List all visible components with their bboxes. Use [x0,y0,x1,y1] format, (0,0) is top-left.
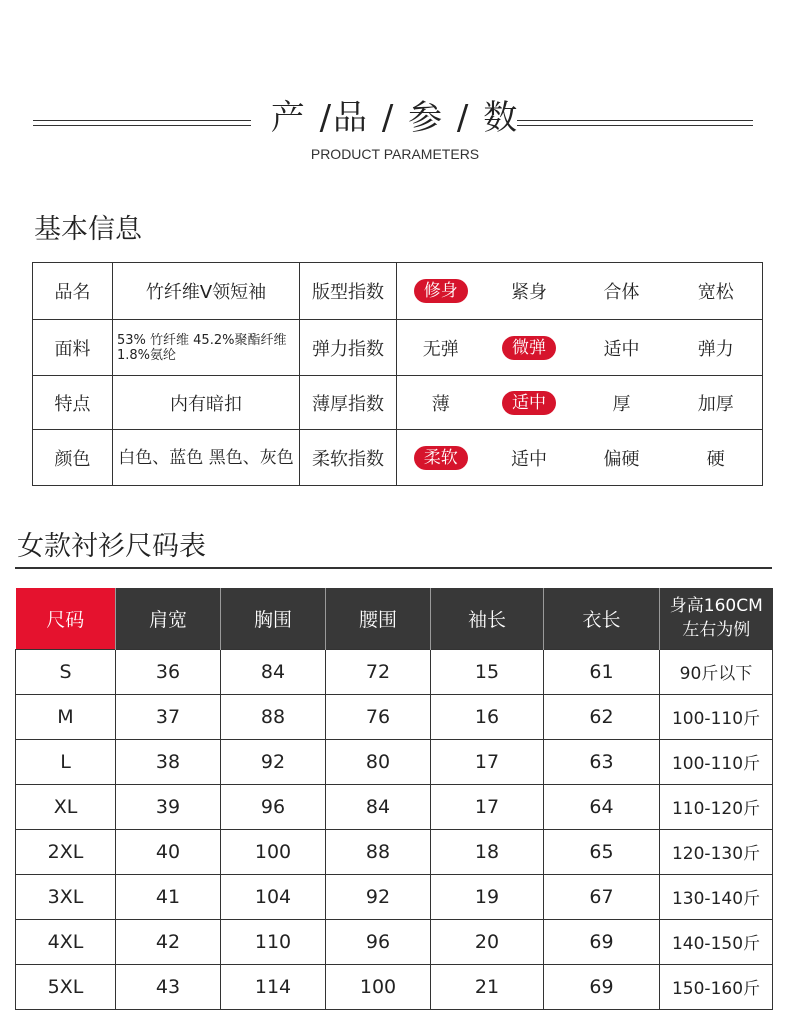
table-cell: 88 [221,694,326,739]
index-option-cell [670,430,763,486]
table-cell: 110-120斤 [660,784,773,829]
index-option-cell [397,263,485,320]
table-cell: 16 [431,694,544,739]
table-row [16,739,773,784]
basic-info-title: 基本信息 [34,214,142,245]
table-cell: 96 [221,784,326,829]
size-chart-title: 女款衬衫尺码表 [17,531,206,562]
basic-info-table [32,262,763,486]
selected-option-badge: 柔软 [414,446,468,470]
table-cell: 96 [326,919,431,964]
column-header: 袖长 [431,588,544,649]
table-cell: 40 [116,829,221,874]
index-label: 薄厚指数 [300,376,397,430]
info-value: 白色、蓝色 黑色、灰色 [113,430,300,486]
index-option-cell [485,430,574,486]
table-cell: 61 [544,649,660,694]
info-label: 面料 [33,320,113,376]
index-option: 加厚 [697,393,734,415]
table-cell: 84 [221,649,326,694]
table-cell: 19 [431,874,544,919]
table-cell: 69 [544,919,660,964]
table-cell: 104 [221,874,326,919]
table-cell: 4XL [16,919,116,964]
selected-option-badge: 修身 [414,279,468,303]
table-cell: 100-110斤 [660,739,773,784]
table-cell: 64 [544,784,660,829]
table-cell: 114 [221,964,326,1009]
table-cell: 15 [431,649,544,694]
table-cell: 100 [326,964,431,1009]
table-cell: 41 [116,874,221,919]
index-label: 弹力指数 [300,320,397,376]
table-cell: 62 [544,694,660,739]
column-header: 身高160CM 左右为例 [660,588,773,649]
table-row [16,874,773,919]
index-option: 偏硬 [603,448,640,470]
index-option: 适中 [603,338,640,360]
index-option-cell [670,263,763,320]
info-row [33,430,763,486]
table-cell: 140-150斤 [660,919,773,964]
table-cell: 150-160斤 [660,964,773,1009]
table-cell: 130-140斤 [660,874,773,919]
table-cell: 69 [544,964,660,1009]
table-cell: 76 [326,694,431,739]
table-row [16,919,773,964]
table-row [16,694,773,739]
table-cell: 38 [116,739,221,784]
table-cell: 84 [326,784,431,829]
index-option: 硬 [706,448,725,470]
size-chart-divider [15,567,772,569]
info-label: 品名 [33,263,113,320]
table-cell: 17 [431,784,544,829]
info-value: 竹纤维V领短袖 [113,263,300,320]
index-option: 薄 [431,393,450,415]
column-header: 腰围 [326,588,431,649]
index-option-cell [670,320,763,376]
table-cell: S [16,649,116,694]
table-cell: 100 [221,829,326,874]
table-cell: 43 [116,964,221,1009]
index-option-cell [485,376,574,430]
selected-option-badge: 微弹 [502,336,556,360]
table-row [16,784,773,829]
table-cell: 92 [326,874,431,919]
table-row [16,964,773,1009]
info-row [33,320,763,376]
index-option: 无弹 [422,338,459,360]
table-cell: 90斤以下 [660,649,773,694]
info-label: 特点 [33,376,113,430]
info-value: 内有暗扣 [113,376,300,430]
index-option: 厚 [612,393,631,415]
table-cell: 72 [326,649,431,694]
index-option-cell [574,263,670,320]
index-option-cell [574,320,670,376]
index-option: 合体 [603,282,640,303]
index-option-cell [397,376,485,430]
table-cell: L [16,739,116,784]
table-cell: 67 [544,874,660,919]
index-option-cell [485,320,574,376]
index-option: 弹力 [697,338,734,360]
table-cell: 92 [221,739,326,784]
info-row [33,263,763,320]
selected-option-badge: 适中 [502,391,556,415]
column-header: 胸围 [221,588,326,649]
table-cell: 2XL [16,829,116,874]
table-cell: 39 [116,784,221,829]
table-row [16,649,773,694]
table-cell: XL [16,784,116,829]
table-cell: 37 [116,694,221,739]
table-cell: 65 [544,829,660,874]
table-cell: 63 [544,739,660,784]
index-option: 宽松 [697,282,734,303]
table-cell: 17 [431,739,544,784]
index-label: 柔软指数 [300,430,397,486]
index-option: 适中 [511,448,547,470]
size-chart-table [15,588,773,1010]
table-cell: 100-110斤 [660,694,773,739]
index-option-cell [670,376,763,430]
header-right-rule [517,120,753,126]
index-option: 紧身 [511,282,547,303]
column-header: 肩宽 [116,588,221,649]
table-cell: 3XL [16,874,116,919]
index-option-cell [397,320,485,376]
info-value: 53% 竹纤维 45.2%聚酯纤维 1.8%氨纶 [113,320,300,376]
index-option-cell [574,430,670,486]
index-option-cell [485,263,574,320]
table-row [16,829,773,874]
table-cell: 18 [431,829,544,874]
table-cell: 20 [431,919,544,964]
table-cell: 120-130斤 [660,829,773,874]
index-option-cell [574,376,670,430]
index-option-cell [397,430,485,486]
page-subtitle: PRODUCT PARAMETERS [310,146,480,162]
table-cell: 80 [326,739,431,784]
info-label: 颜色 [33,430,113,486]
table-cell: 88 [326,829,431,874]
table-cell: 110 [221,919,326,964]
table-cell: 42 [116,919,221,964]
index-label: 版型指数 [300,263,397,320]
table-cell: 5XL [16,964,116,1009]
column-header: 衣长 [544,588,660,649]
page-title: 产 /品 / 参 / 数 [270,98,520,138]
info-row [33,376,763,430]
table-cell: 36 [116,649,221,694]
column-header: 尺码 [16,588,116,649]
table-cell: M [16,694,116,739]
table-cell: 21 [431,964,544,1009]
